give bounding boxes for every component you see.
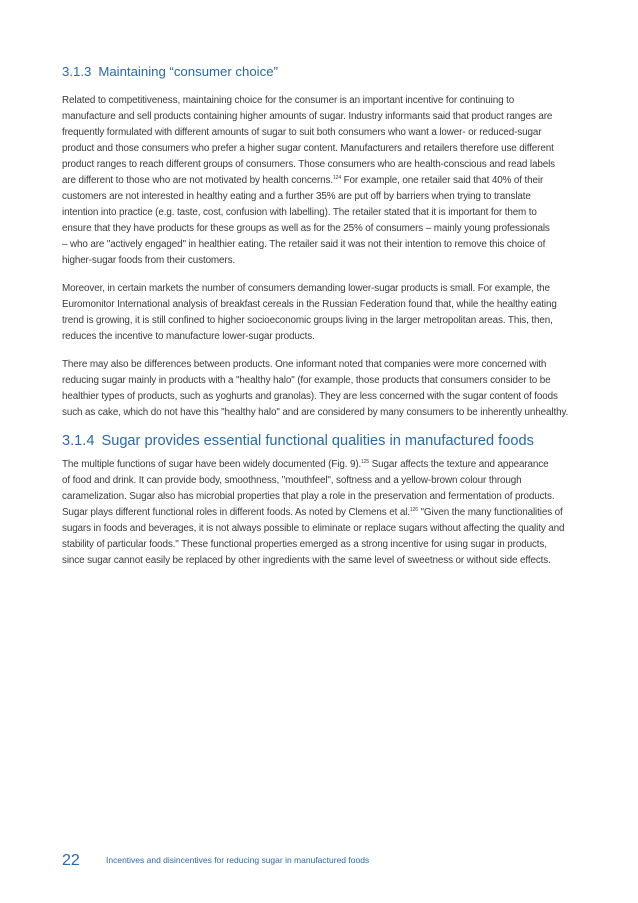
text-line: stability of particular foods." These functional properties emerged as a strong incentive for using sugar in products, [62, 539, 547, 550]
text-line: healthier types of products, such as yoghurts and granolas). They are less concerned with the sugar content of foods [62, 391, 558, 402]
paragraph [62, 93, 590, 269]
text-line: reducing sugar mainly in products with a "healthy halo" (for example, those products that consumers consider to be [62, 375, 551, 386]
text-line: Related to competitiveness, maintaining choice for the consumer is an important incentive for continuing to [62, 95, 515, 106]
text-line: sugars in foods and beverages, it is not always possible to eliminate or replace sugars without affecting the quality and [62, 523, 565, 534]
paragraph [62, 357, 590, 421]
text-line: There may also be differences between products. One informant noted that companies were more concerned with [62, 359, 547, 370]
page-footer [62, 852, 369, 870]
section-heading-3-1-4 [62, 433, 590, 449]
text-line: product ranges to reach different groups of consumers. Those consumers who are health-conscious and read labels [62, 159, 555, 170]
text-line: caramelization. Sugar also has microbial properties that play a role in the preservation and fermentation of products. [62, 491, 555, 502]
text-line: intention into practice (e.g. taste, cost, confusion with labelling). The retailer stated that it is important for them to [62, 207, 537, 218]
text-fragment: Sugar plays different functional roles in different foods. As noted by Clemens et al. [62, 507, 410, 518]
text-line: higher-sugar foods from their customers. [62, 255, 236, 266]
text-line: such as cake, which do not have this "healthy halo" and are considered by many consumers to be inherently unhealthy. [62, 407, 569, 418]
text-line: product and those consumers who prefer a higher sugar content. Manufacturers and retailers therefore use different [62, 143, 554, 154]
text-line: frequently formulated with different amounts of sugar to suit both consumers who want a lower- or reduced-sugar [62, 127, 542, 138]
page-number: 22 [62, 852, 80, 869]
text-line: customers are not interested in healthy eating and a further 35% are put off by barriers when trying to translate [62, 191, 531, 202]
section-3-1-4-body [62, 457, 590, 569]
text-line: since sugar cannot easily be replaced by other ingredients with the same level of sweetness or without side effects. [62, 555, 551, 566]
page-content [62, 64, 590, 581]
text-line [62, 505, 590, 521]
section-3-1-3-body [62, 93, 590, 421]
text-line: Euromonitor International analysis of breakfast cereals in the Russian Federation found that, while the healthy eating [62, 299, 557, 310]
text-fragment: The multiple functions of sugar have been widely documented (Fig. 9). [62, 459, 362, 470]
text-fragment: are different to those who are not motivated by health concerns. [62, 175, 333, 186]
paragraph [62, 457, 590, 569]
footer-title: Incentives and disincentives for reducing sugar in manufactured foods [106, 855, 370, 865]
section-heading-3-1-3 [62, 64, 590, 79]
reference-superscript: 126 [409, 507, 418, 513]
text-line: trend is growing, it is still confined to higher socioeconomic groups living in the larger metropolitan areas. This, then, [62, 315, 553, 326]
paragraph [62, 281, 590, 345]
text-fragment: Sugar affects the texture and appearance [369, 459, 549, 470]
text-fragment: "Given the many functionalities of [417, 507, 563, 518]
text-line [62, 457, 590, 473]
section-title: Sugar provides essential functional qualities in manufactured foods [101, 433, 534, 449]
text-line: of food and drink. It can provide body, smoothness, "mouthfeel", softness and a yellow-brown colour through [62, 475, 522, 486]
text-line: reduces the incentive to manufacture lower-sugar products. [62, 331, 315, 342]
text-line: – who are "actively engaged" in healthier eating. The retailer said it was not their intention to remove this choice of [62, 239, 546, 250]
section-number: 3.1.4 [62, 433, 95, 449]
text-line: Moreover, in certain markets the number of consumers demanding lower-sugar products is small. For example, the [62, 283, 550, 294]
text-line: ensure that they have products for these groups as well as for the 25% of consumers – mainly young professionals [62, 223, 550, 234]
reference-superscript: 124 [333, 175, 341, 181]
text-line: manufacture and sell products containing higher amounts of sugar. Industry informants said that product ranges are [62, 111, 553, 122]
reference-superscript: 125 [361, 459, 370, 465]
text-fragment: For example, one retailer said that 40% of their [340, 175, 544, 186]
section-number: 3.1.3 [62, 64, 92, 79]
text-line [62, 173, 590, 189]
section-title: Maintaining “consumer choice” [98, 64, 278, 79]
